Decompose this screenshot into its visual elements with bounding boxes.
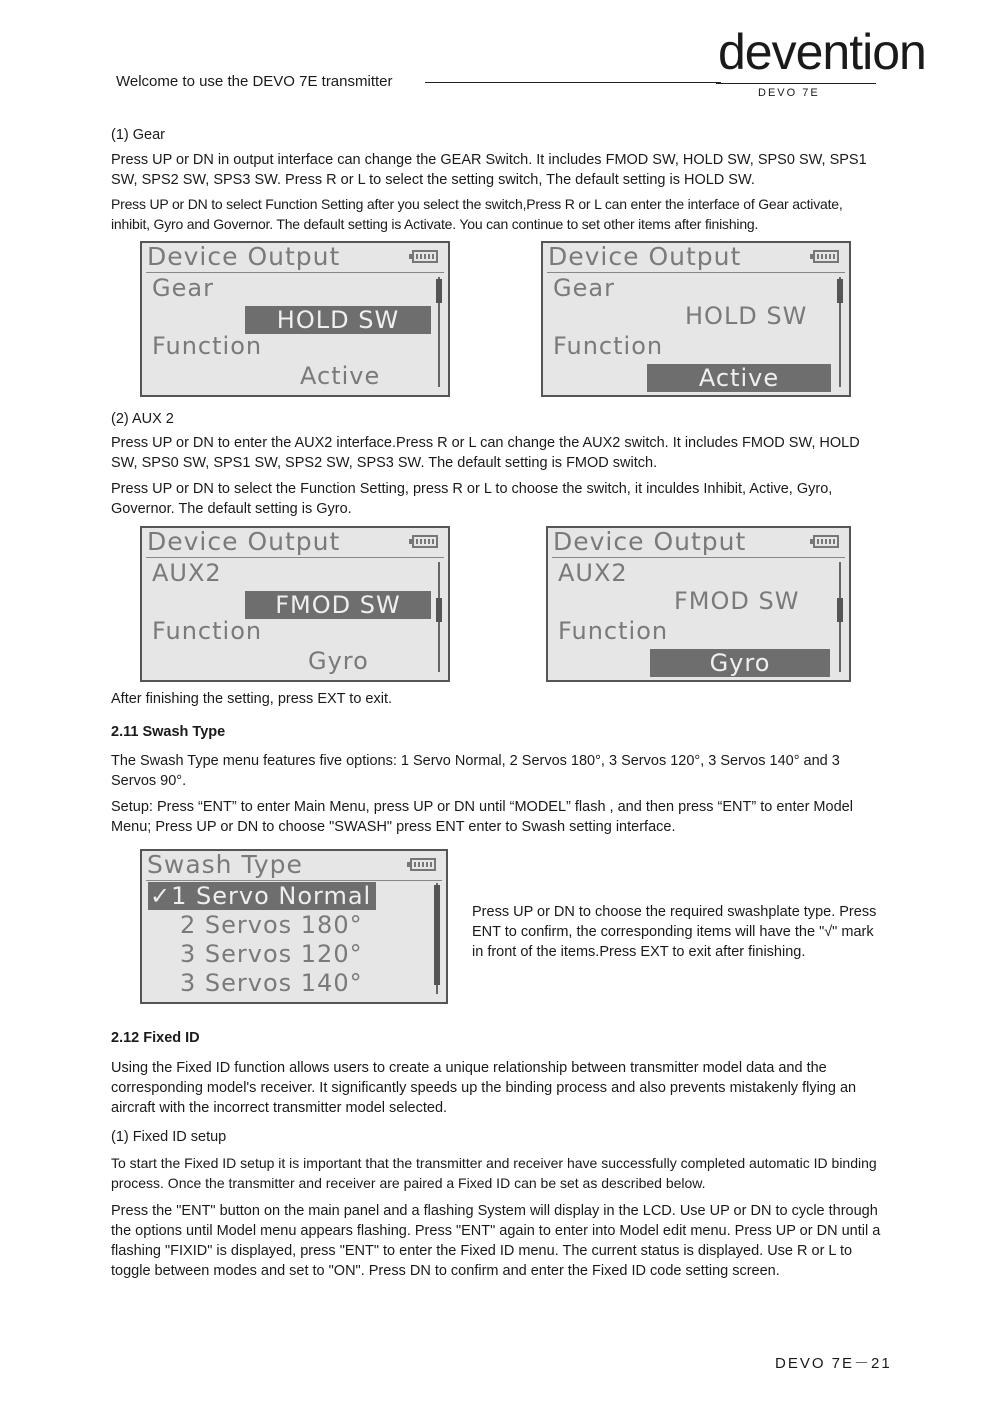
lcd-scroll-thumb (837, 279, 843, 303)
fixed-id-paragraph-1: Using the Fixed ID function allows users to create a unique relationship between transmitter model data and the corresponding model's receiver. It significantly speeds up the binding process and also prevents mistakenly flying an aircraft with the incorrect transmitter model selected. (111, 1060, 857, 1116)
swash-heading: 2.11 Swash Type (111, 724, 226, 740)
fixed-id-paragraph-2: To start the Fixed ID setup it is important that the transmitter and receiver have successfully completed automatic ID binding process. Once the transmitter and receiver are paired a Fixed ID can be set as described below. (111, 1155, 877, 1191)
lcd-scroll-thumb (434, 885, 440, 985)
battery-icon (412, 535, 438, 548)
battery-icon (412, 250, 438, 263)
lcd-aux2-function (546, 526, 851, 682)
logo-subtitle: DEVO 7E (758, 87, 820, 99)
lcd-title: Device Output (548, 242, 742, 271)
logo-rule (716, 83, 876, 84)
lcd-title: Device Output (553, 527, 747, 556)
lcd-aux2-switch (140, 526, 450, 682)
brand-logo: devention (718, 24, 926, 80)
lcd-row-function: Function (152, 617, 263, 645)
lcd-title: Device Output (147, 242, 341, 271)
lcd-function-value: Active (300, 362, 381, 390)
header-title: Welcome to use the DEVO 7E transmitter (116, 73, 393, 90)
lcd-gear-active (541, 241, 851, 397)
lcd-switch-value: FMOD SW (674, 587, 800, 615)
lcd-title-rule (146, 272, 444, 273)
aux2-paragraph-1: Press UP or DN to enter the AUX2 interface.Press R or L can change the AUX2 switch. It includes FMOD SW, HOLD SW, SPS0 SW, SPS1 SW, SPS2 SW, SPS3 SW. The default setting is FMOD switch. (111, 435, 860, 471)
lcd-switch-value: HOLD SW (685, 302, 808, 330)
lcd-row-channel: Gear (152, 274, 214, 302)
gear-paragraph-2: Press UP or DN to select Function Setting after you select the switch,Press R or L can enter the interface of Gear activate, inhibit, Gyro and Governor. The default setting is Activate. You can continue to set other items after finishing. (111, 196, 843, 232)
aux2-after: After finishing the setting, press EXT to exit. (111, 691, 393, 707)
fixed-id-subtitle: (1) Fixed ID setup (111, 1129, 227, 1145)
lcd-row-channel: Gear (553, 274, 615, 302)
fixed-id-heading: 2.12 Fixed ID (111, 1030, 200, 1046)
gear-paragraph-1: Press UP or DN in output interface can change the GEAR Switch. It includes FMOD SW, HOLD SW, SPS0 SW, SPS1 SW, SPS2 SW, SPS3 SW. Press R or L to select the setting switch, The default setting is HOLD SW. (111, 152, 867, 188)
lcd-scroll-thumb (436, 598, 442, 622)
lcd-swash-option: 2 Servos 180° (180, 911, 363, 939)
lcd-title-rule (146, 557, 444, 558)
aux2-paragraph-2: Press UP or DN to select the Function Setting, press R or L to choose the switch, it inculdes Inhibit, Active, Gyro, Governor. The default setting is Gyro. (111, 481, 833, 517)
lcd-function-value: Gyro (308, 647, 369, 675)
lcd-title: Device Output (147, 527, 341, 556)
swash-instructions: Press UP or DN to choose the required swashplate type. Press ENT to confirm, the corresponding items will have the "√" mark in front of the items.Press EXT to exit after finishing. (472, 904, 877, 960)
swash-paragraph-2: Setup: Press “ENT” to enter Main Menu, press UP or DN until “MODEL” flash , and then press “ENT” to enter Model Menu; Press UP or DN to choose "SWASH" press ENT enter to Swash setting interface. (111, 799, 853, 835)
battery-icon (410, 858, 436, 871)
fixed-id-paragraph-3: Press the "ENT" button on the main panel and a flashing System will display in the LCD. Use UP or DN to cycle through the options until Model menu appears flashing. Press "ENT" again to enter into Model edit menu. Press UP or DN until a flashing "FIXID" is displayed, press "ENT" to enter the Fixed ID menu. The current status is displayed. Use R or L to toggle between modes and set to "ON". Press DN to confirm and enter the Fixed ID code setting screen. (111, 1203, 881, 1279)
lcd-title: Swash Type (147, 850, 303, 879)
page-number: DEVO 7E－21 (775, 1355, 892, 1372)
lcd-selected-switch: HOLD SW (245, 306, 431, 334)
lcd-gear-hold (140, 241, 450, 397)
swash-paragraph-1: The Swash Type menu features five options: 1 Servo Normal, 2 Servos 180°, 3 Servos 120°, 3 Servos 140° and 3 Servos 90°. (111, 753, 840, 789)
aux2-title: (2) AUX 2 (111, 411, 174, 427)
lcd-selected-swash: ✓1 Servo Normal (148, 882, 376, 910)
lcd-row-function: Function (152, 332, 263, 360)
lcd-selected-function: Gyro (650, 649, 830, 677)
gear-title: (1) Gear (111, 127, 165, 143)
lcd-scroll-thumb (837, 598, 843, 622)
lcd-title-rule (547, 272, 845, 273)
lcd-row-channel: AUX2 (558, 559, 628, 587)
lcd-selected-function: Active (647, 364, 831, 392)
lcd-title-rule (552, 557, 845, 558)
lcd-scroll-thumb (436, 279, 442, 303)
lcd-swash-option: 3 Servos 140° (180, 969, 363, 997)
lcd-row-function: Function (558, 617, 669, 645)
lcd-swash-option: 3 Servos 120° (180, 940, 363, 968)
header-rule (425, 82, 721, 83)
battery-icon (813, 250, 839, 263)
battery-icon (813, 535, 839, 548)
lcd-swash-type (140, 849, 448, 1004)
lcd-row-function: Function (553, 332, 664, 360)
lcd-title-rule (146, 880, 442, 881)
lcd-selected-switch: FMOD SW (245, 591, 431, 619)
lcd-row-channel: AUX2 (152, 559, 222, 587)
